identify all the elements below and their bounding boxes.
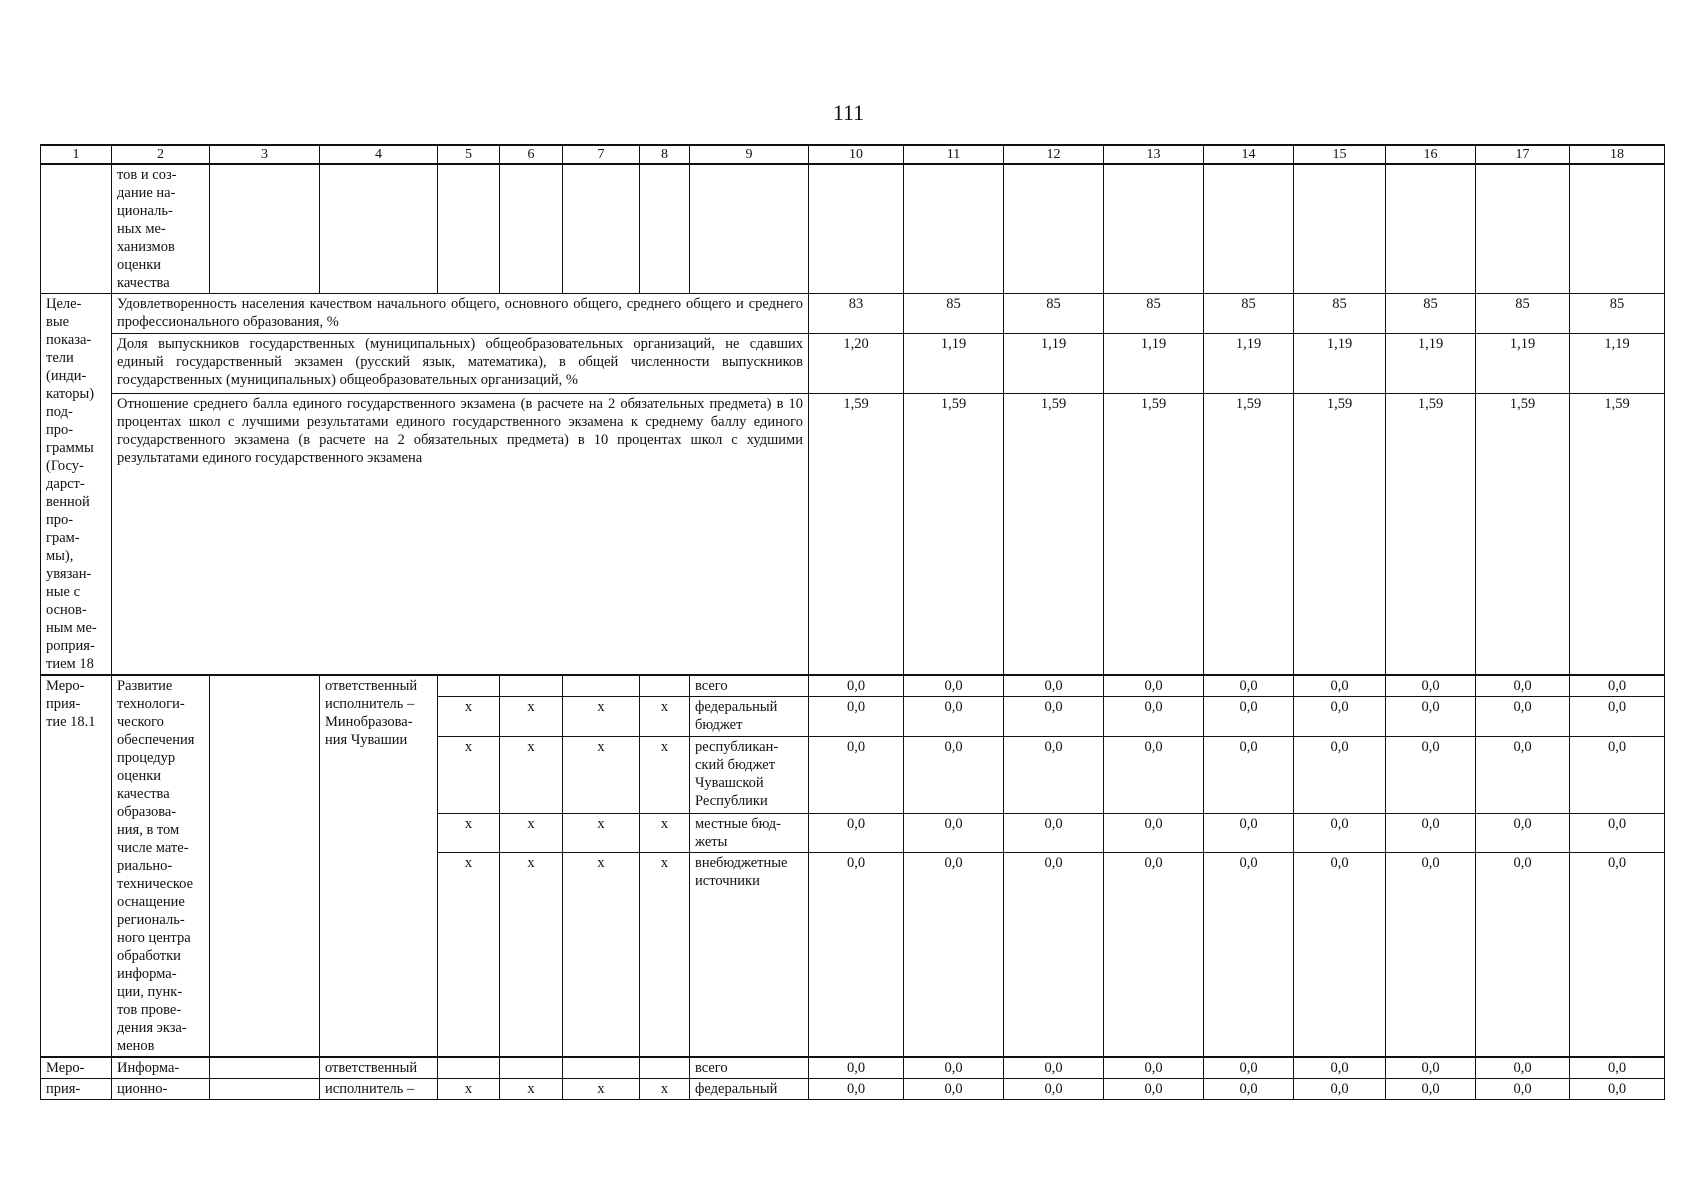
funding-value: 0,0 (1294, 813, 1386, 853)
funding-row (41, 675, 1665, 697)
funding-value: 0,0 (1386, 675, 1476, 697)
measure-name-line: образова- (117, 804, 177, 820)
target-indicator-row (41, 393, 1665, 675)
funding-value: 0,0 (1104, 737, 1204, 814)
funding-value: 0,0 (1294, 697, 1386, 737)
cell-empty (904, 164, 1004, 294)
funding-value: 0,0 (1570, 813, 1665, 853)
target-indicators-label-line: (Госу- (46, 458, 84, 474)
funding-value: 0,0 (809, 697, 904, 737)
target-indicators-label-line: граммы (46, 440, 94, 456)
target-indicators-label-line: про- (46, 422, 74, 438)
x-mark: х (563, 813, 640, 853)
measure-name-line: ции, пунк- (117, 984, 183, 1000)
column-number: 8 (640, 145, 690, 164)
measure-name (112, 675, 210, 1057)
funding-value: 0,0 (1570, 737, 1665, 814)
funding-value: 0,0 (1104, 1057, 1204, 1079)
continued-row (41, 164, 1665, 294)
indicator-value: 1,19 (1294, 334, 1386, 393)
x-mark: х (438, 737, 500, 814)
funding-value: 0,0 (904, 737, 1004, 814)
target-indicators-label-line: (инди- (46, 368, 87, 384)
funding-value: 0,0 (1104, 813, 1204, 853)
funding-value: 0,0 (1104, 853, 1204, 1057)
measure-name-line: техническое (117, 876, 194, 892)
funding-value: 0,0 (1204, 1079, 1294, 1100)
indicator-value: 85 (1204, 294, 1294, 334)
funding-value: 0,0 (1570, 853, 1665, 1057)
cell-empty (210, 164, 320, 294)
x-mark: х (640, 1079, 690, 1100)
funding-value: 0,0 (809, 813, 904, 853)
column-number: 11 (904, 145, 1004, 164)
target-indicators-label (41, 294, 112, 676)
funding-source (690, 675, 809, 697)
funding-value: 0,0 (1570, 675, 1665, 697)
column-number: 15 (1294, 145, 1386, 164)
funding-value: 0,0 (1386, 853, 1476, 1057)
funding-value: 0,0 (809, 737, 904, 814)
target-indicators-label-line: под- (46, 404, 73, 420)
funding-value: 0,0 (1204, 853, 1294, 1057)
continued-name-line: циональ- (117, 203, 173, 219)
measure-name-line: региональ- (117, 912, 185, 928)
funding-value: 0,0 (1204, 737, 1294, 814)
column-number: 17 (1476, 145, 1570, 164)
x-mark: х (438, 1079, 500, 1100)
funding-value: 0,0 (1476, 853, 1570, 1057)
executor (320, 675, 438, 1057)
measure-name-line: технологи- (117, 696, 185, 712)
measure-label (41, 675, 112, 1057)
funding-value: 0,0 (1204, 1057, 1294, 1079)
continued-name-line: ных ме- (117, 221, 166, 237)
cell-empty (1004, 164, 1104, 294)
column-number: 2 (112, 145, 210, 164)
column-number: 14 (1204, 145, 1294, 164)
funding-value: 0,0 (1004, 1057, 1104, 1079)
funding-value: 0,0 (1294, 853, 1386, 1057)
funding-value: 0,0 (1386, 1079, 1476, 1100)
funding-value: 0,0 (1476, 675, 1570, 697)
cell-empty (1386, 164, 1476, 294)
indicator-value: 1,19 (1204, 334, 1294, 393)
column-number: 13 (1104, 145, 1204, 164)
target-indicator-row (41, 294, 1665, 334)
funding-value: 0,0 (1104, 675, 1204, 697)
column-number-row (41, 145, 1665, 164)
column-number: 10 (809, 145, 904, 164)
measure-name-line: оснащение (117, 894, 185, 910)
cell-empty (438, 164, 500, 294)
cell-empty (563, 164, 640, 294)
funding-value: 0,0 (904, 697, 1004, 737)
x-mark: х (563, 697, 640, 737)
measure-label-line: тие 18.1 (46, 714, 96, 730)
funding-value: 0,0 (809, 853, 904, 1057)
funding-source-line: Чувашской (695, 775, 764, 792)
indicator-value: 83 (809, 294, 904, 334)
indicator-value: 85 (1570, 294, 1665, 334)
executor-line: исполнитель – (325, 696, 415, 712)
cell-empty (1204, 164, 1294, 294)
funding-value: 0,0 (904, 1079, 1004, 1100)
funding-row (41, 1079, 1665, 1100)
funding-value: 0,0 (904, 813, 1004, 853)
x-mark: х (563, 853, 640, 1057)
funding-value: 0,0 (1476, 1079, 1570, 1100)
budget-table (40, 144, 1665, 1100)
funding-value: 0,0 (1004, 737, 1104, 814)
target-indicators-label-line: про- (46, 512, 74, 528)
target-indicators-label-line: мы), (46, 548, 74, 564)
funding-value: 0,0 (1386, 1057, 1476, 1079)
measure-name-line: ционно- (112, 1079, 210, 1100)
cell-empty (500, 675, 563, 697)
indicator-value: 1,59 (1476, 393, 1570, 675)
target-indicators-label-line: ным ме- (46, 620, 97, 636)
cell-empty (690, 164, 809, 294)
column-number: 7 (563, 145, 640, 164)
funding-value: 0,0 (1294, 737, 1386, 814)
funding-value: 0,0 (1386, 813, 1476, 853)
indicator-value: 1,59 (1104, 393, 1204, 675)
x-mark: х (640, 697, 690, 737)
continued-name-line: качества (117, 275, 170, 291)
measure-name-line: ческого (117, 714, 164, 730)
x-mark: х (500, 813, 563, 853)
column-number: 16 (1386, 145, 1476, 164)
funding-source-line: федеральный (695, 699, 778, 716)
funding-value: 0,0 (1476, 737, 1570, 814)
cell-empty (500, 164, 563, 294)
funding-value: 0,0 (1004, 697, 1104, 737)
target-indicators-label-line: дарст- (46, 476, 85, 492)
funding-source-line: внебюджетные (695, 855, 788, 872)
funding-value: 0,0 (904, 675, 1004, 697)
funding-value: 0,0 (1294, 1079, 1386, 1100)
cell-empty (438, 675, 500, 697)
continued-name-line: тов и соз- (117, 167, 177, 183)
funding-value: 0,0 (1204, 675, 1294, 697)
funding-source (690, 853, 809, 1057)
funding-source-line: ский бюджет (695, 757, 776, 774)
cell-empty (500, 1057, 563, 1079)
indicator-value: 85 (904, 294, 1004, 334)
funding-value: 0,0 (1386, 697, 1476, 737)
measure-name-line: обеспечения (117, 732, 195, 748)
funding-value: 0,0 (809, 1057, 904, 1079)
target-indicators-label-line: Целе- (46, 296, 82, 312)
funding-value: 0,0 (1204, 813, 1294, 853)
funding-value: 0,0 (1476, 813, 1570, 853)
indicator-value: 1,19 (1570, 334, 1665, 393)
column-number: 18 (1570, 145, 1665, 164)
funding-value: 0,0 (1204, 697, 1294, 737)
page-number: 111 (832, 100, 865, 125)
funding-value: 0,0 (1476, 1057, 1570, 1079)
x-mark: х (438, 853, 500, 1057)
measure-label-line: Меро- (46, 678, 85, 694)
funding-source-line: местные бюд- (695, 815, 781, 832)
funding-source-line: Республики (695, 793, 768, 810)
measure-name-line: ния, в том (117, 822, 180, 838)
indicator-value: 85 (1104, 294, 1204, 334)
continued-name-line: ханизмов (117, 239, 175, 255)
x-mark: х (563, 737, 640, 814)
continued-name (112, 164, 210, 294)
measure-name-line: оценки (117, 768, 162, 784)
funding-value: 0,0 (1004, 813, 1104, 853)
indicator-value: 1,59 (809, 393, 904, 675)
indicator-value: 85 (1476, 294, 1570, 334)
measure-name-line: информа- (117, 966, 177, 982)
indicator-text: Удовлетворенность населения качеством начального общего, основного общего, среднего общего и среднего профессионального образования, % (112, 294, 809, 334)
indicator-text: Отношение среднего балла единого государственного экзамена (в расчете на 2 обязательных предмета) в 10 процентах школ с лучшими результатами единого государственного экзамена к среднему баллу единого государственного экзамена (в расчете на 2 обязательных предмета) в 10 процентах школ с худшими результатами единого государственного экзамена (112, 393, 809, 675)
funding-source: федеральный (690, 1079, 809, 1100)
indicator-value: 1,19 (1104, 334, 1204, 393)
indicator-value: 1,59 (1386, 393, 1476, 675)
indicator-value: 85 (1004, 294, 1104, 334)
column-number: 4 (320, 145, 438, 164)
cell-empty (563, 1057, 640, 1079)
indicator-value: 85 (1386, 294, 1476, 334)
x-mark: х (500, 853, 563, 1057)
measure-name-line: дения экза- (117, 1020, 187, 1036)
executor-line: ния Чувашии (325, 732, 408, 748)
continued-name-line: дание на- (117, 185, 176, 201)
column-number: 5 (438, 145, 500, 164)
column-number: 6 (500, 145, 563, 164)
funding-source (690, 737, 809, 814)
target-indicators-label-line: основ- (46, 602, 87, 618)
indicator-value: 1,19 (1004, 334, 1104, 393)
x-mark: х (500, 697, 563, 737)
x-mark: х (640, 853, 690, 1057)
column-number: 1 (41, 145, 112, 164)
column-number: 9 (690, 145, 809, 164)
cell-empty (1104, 164, 1204, 294)
measure-label-line: прия- (41, 1079, 112, 1100)
executor-line: Минобразова- (325, 714, 413, 730)
target-indicators-label-line: показа- (46, 332, 92, 348)
target-indicators-label-line: тием 18 (46, 656, 94, 672)
measure-name-line: процедур (117, 750, 176, 766)
funding-value: 0,0 (1004, 1079, 1104, 1100)
x-mark: х (640, 813, 690, 853)
funding-value: 0,0 (1386, 737, 1476, 814)
table-body (41, 145, 1665, 1100)
measure-name-line: ного центра (117, 930, 191, 946)
funding-source-line: всего (695, 678, 728, 694)
funding-source (690, 813, 809, 853)
measure-name-line: числе мате- (117, 840, 189, 856)
target-indicators-label-line: тели (46, 350, 74, 366)
executor-line: ответственный (320, 1057, 438, 1079)
indicator-text: Доля выпускников государственных (муниципальных) общеобразовательных организаций, не сдавших единый государственный экзамен (русский язык, математика), в общей численности выпускников государственных (муниципальных) общеобразовательных организаций, % (112, 334, 809, 393)
funding-value: 0,0 (1476, 697, 1570, 737)
indicator-value: 1,59 (904, 393, 1004, 675)
funding-source-line: источники (695, 873, 760, 890)
cell-empty (320, 164, 438, 294)
cell-empty (640, 164, 690, 294)
funding-value: 0,0 (809, 1079, 904, 1100)
funding-value: 0,0 (1104, 697, 1204, 737)
funding-source (690, 697, 809, 737)
funding-value: 0,0 (1104, 1079, 1204, 1100)
cell-empty (640, 675, 690, 697)
cell-empty (640, 1057, 690, 1079)
measure-label-line: прия- (46, 696, 81, 712)
target-indicators-label-line: вые (46, 314, 70, 330)
cell-empty (563, 675, 640, 697)
column-number: 3 (210, 145, 320, 164)
target-indicators-label-line: каторы) (46, 386, 95, 402)
target-indicators-label-line: грам- (46, 530, 80, 546)
x-mark: х (500, 1079, 563, 1100)
measure-name-line: Развитие (117, 678, 173, 694)
indicator-value: 1,19 (1476, 334, 1570, 393)
funding-source-line: республикан- (695, 739, 779, 756)
indicator-value: 1,59 (1004, 393, 1104, 675)
measure-name-line: обработки (117, 948, 181, 964)
target-indicators-label-line: ные с (46, 584, 80, 600)
funding-value: 0,0 (1004, 853, 1104, 1057)
continued-name-line: оценки (117, 257, 162, 273)
x-mark: х (640, 737, 690, 814)
cell-empty (210, 675, 320, 1057)
funding-value: 0,0 (904, 1057, 1004, 1079)
cell-empty (1294, 164, 1386, 294)
x-mark: х (563, 1079, 640, 1100)
measure-name-line: менов (117, 1038, 155, 1054)
measure-label-line: Меро- (41, 1057, 112, 1079)
x-mark: х (438, 697, 500, 737)
funding-value: 0,0 (904, 853, 1004, 1057)
funding-value: 0,0 (1294, 675, 1386, 697)
funding-source: всего (690, 1057, 809, 1079)
measure-name-line: тов прове- (117, 1002, 182, 1018)
cell-empty (809, 164, 904, 294)
measure-name-line: риально- (117, 858, 173, 874)
column-number: 12 (1004, 145, 1104, 164)
indicator-value: 1,19 (904, 334, 1004, 393)
target-indicators-label-line: увязан- (46, 566, 92, 582)
measure-name-line: качества (117, 786, 170, 802)
indicator-value: 1,59 (1204, 393, 1294, 675)
target-indicator-row (41, 334, 1665, 393)
indicator-value: 1,19 (1386, 334, 1476, 393)
target-indicators-label-line: венной (46, 494, 90, 510)
funding-source-line: бюджет (695, 717, 743, 734)
cell-empty (210, 1079, 320, 1100)
funding-value: 0,0 (1570, 697, 1665, 737)
target-indicators-label-line: роприя- (46, 638, 95, 654)
indicator-value: 1,59 (1570, 393, 1665, 675)
executor-line: исполнитель – (320, 1079, 438, 1100)
x-mark: х (500, 737, 563, 814)
funding-value: 0,0 (809, 675, 904, 697)
funding-value: 0,0 (1570, 1057, 1665, 1079)
cell-empty (438, 1057, 500, 1079)
cell-empty (210, 1057, 320, 1079)
indicator-value: 1,20 (809, 334, 904, 393)
x-mark: х (438, 813, 500, 853)
cell-empty (1476, 164, 1570, 294)
indicator-value: 85 (1294, 294, 1386, 334)
executor-line: ответственный (325, 678, 418, 694)
cell-empty (1570, 164, 1665, 294)
funding-row (41, 1057, 1665, 1079)
indicator-value: 1,59 (1294, 393, 1386, 675)
funding-value: 0,0 (1294, 1057, 1386, 1079)
funding-value: 0,0 (1570, 1079, 1665, 1100)
measure-name-line: Информа- (112, 1057, 210, 1079)
funding-source-line: жеты (695, 833, 728, 850)
cell-empty (41, 164, 112, 294)
funding-value: 0,0 (1004, 675, 1104, 697)
